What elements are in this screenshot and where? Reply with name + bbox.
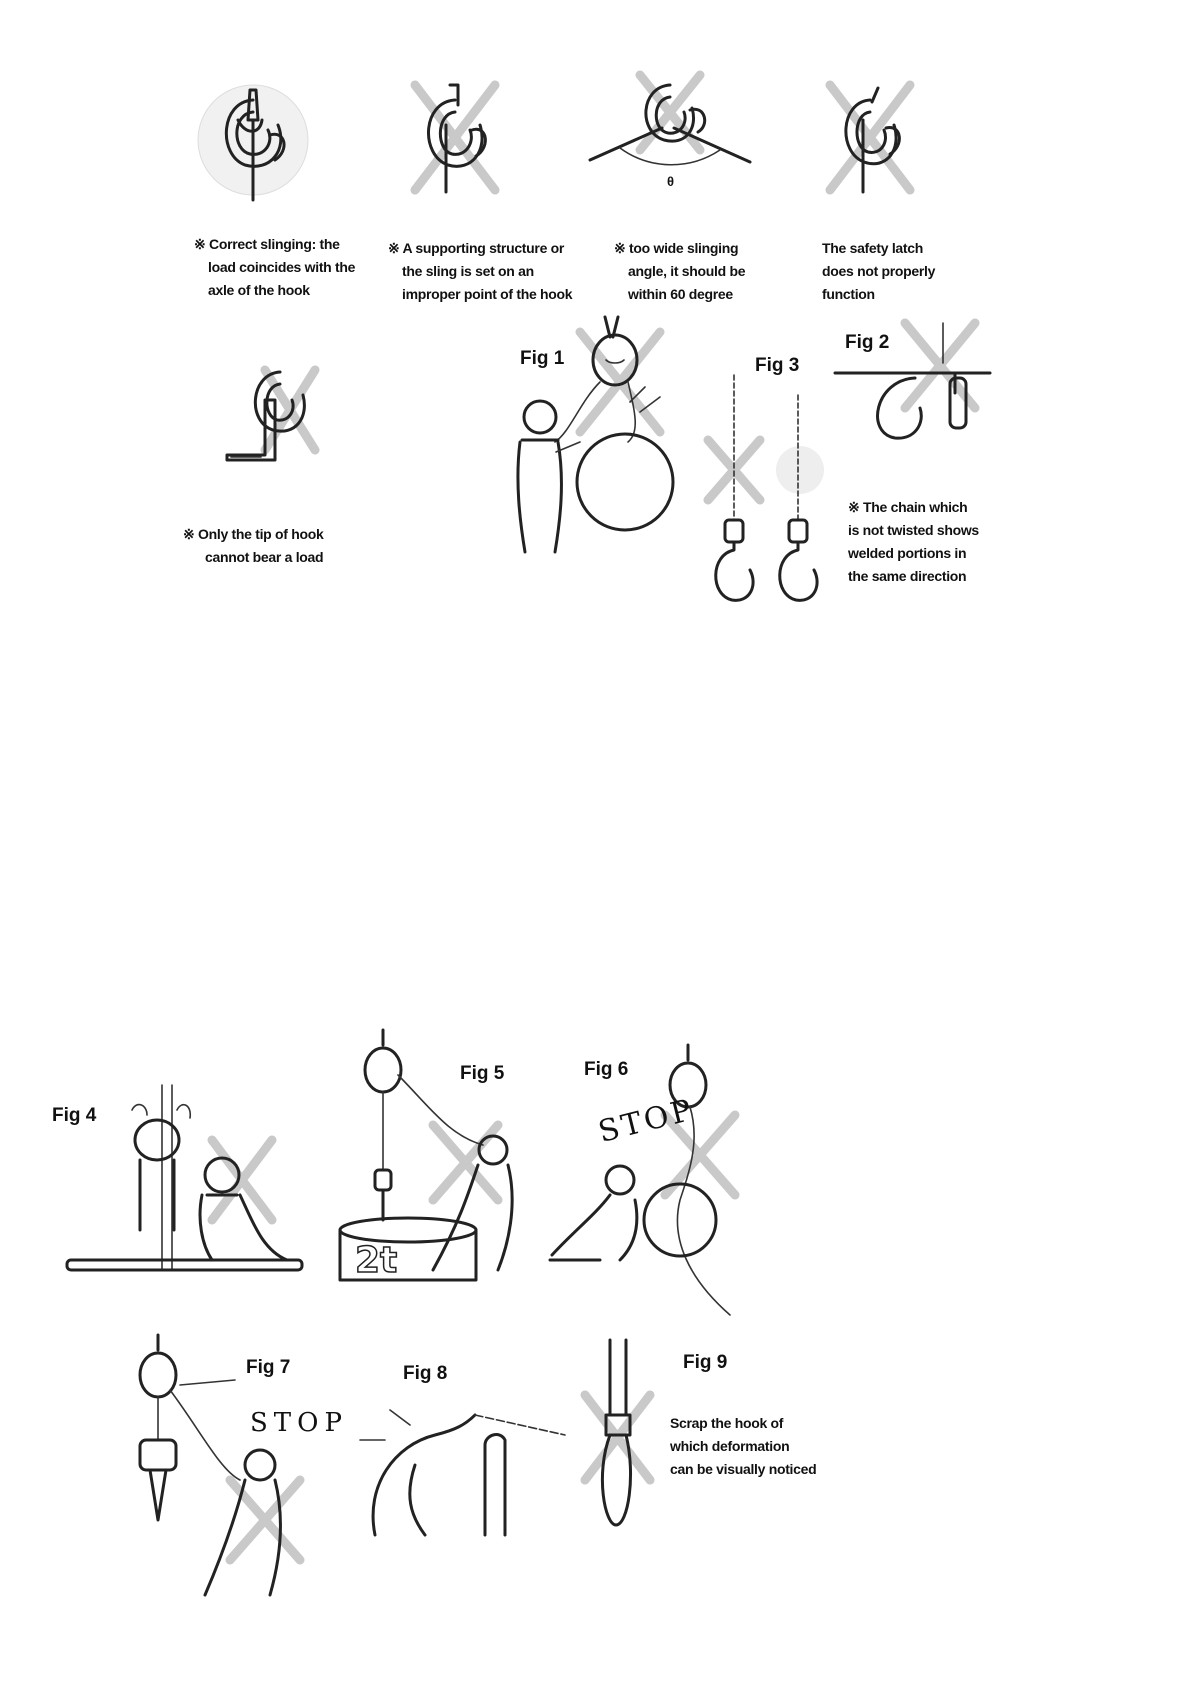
caption-line: welded portions in (848, 545, 967, 561)
wide-angle-illustration (580, 70, 760, 190)
caption-line: within 60 degree (628, 286, 733, 302)
fig4-illustration (62, 1080, 307, 1285)
caption-line: which deformation (670, 1438, 790, 1454)
fig5-load-label: 2t (355, 1240, 398, 1281)
fig8-label: Fig 8 (403, 1363, 448, 1384)
caption-line: ※ The chain which (848, 499, 968, 515)
fig6-stop-label: STOP (595, 1092, 698, 1150)
fig2-label: Fig 2 (845, 332, 890, 353)
caption-line: ※ Correct slinging: the (194, 236, 340, 252)
caption-fig9 (670, 1412, 816, 1481)
fig3-label: Fig 3 (755, 355, 800, 376)
caption-line: the sling is set on an (402, 263, 534, 279)
fig9-label: Fig 9 (683, 1352, 728, 1373)
caption-line: function (822, 286, 875, 302)
caption-line: improper point of the hook (402, 286, 573, 302)
fig7-stop-label: STOP (250, 1408, 348, 1438)
fig1-illustration (510, 312, 700, 562)
fig6-illustration (540, 1040, 740, 1320)
caption-wide-angle (614, 237, 745, 306)
caption-line: ※ Only the tip of hook (183, 526, 324, 542)
fig9-illustration (580, 1335, 660, 1530)
caption-line: load coincides with the (208, 259, 356, 275)
caption-line: the same direction (848, 568, 967, 584)
hook-tip-illustration (225, 360, 325, 465)
caption-line: ※ A supporting structure or (388, 240, 565, 256)
caption-hook-tip (183, 523, 323, 569)
fig8-illustration (355, 1385, 575, 1540)
fig2-illustration (835, 318, 995, 448)
caption-correct-slinging (194, 233, 355, 302)
correct-slinging-illustration (190, 80, 320, 205)
caption-line: cannot bear a load (205, 549, 324, 565)
caption-line: Scrap the hook of (670, 1415, 784, 1431)
angle-symbol: θ (667, 174, 675, 189)
caption-line: The safety latch (822, 240, 924, 256)
caption-safety-latch (822, 237, 935, 306)
caption-line: does not properly (822, 263, 936, 279)
caption-line: ※ too wide slinging (614, 240, 739, 256)
caption-chain-twist (848, 496, 979, 588)
improper-point-illustration (400, 80, 510, 195)
fig4-label: Fig 4 (52, 1105, 97, 1126)
fig3-chain-illustration (700, 370, 830, 610)
fig6-label: Fig 6 (584, 1059, 629, 1080)
caption-line: is not twisted shows (848, 522, 979, 538)
caption-improper-point (388, 237, 572, 306)
caption-line: can be visually noticed (670, 1461, 817, 1477)
fig1-label: Fig 1 (520, 348, 565, 369)
fig7-label: Fig 7 (246, 1357, 291, 1378)
safety-latch-illustration (820, 80, 920, 195)
caption-line: angle, it should be (628, 263, 746, 279)
fig7-illustration (120, 1330, 320, 1610)
fig5-label: Fig 5 (460, 1063, 505, 1084)
caption-line: axle of the hook (208, 282, 310, 298)
